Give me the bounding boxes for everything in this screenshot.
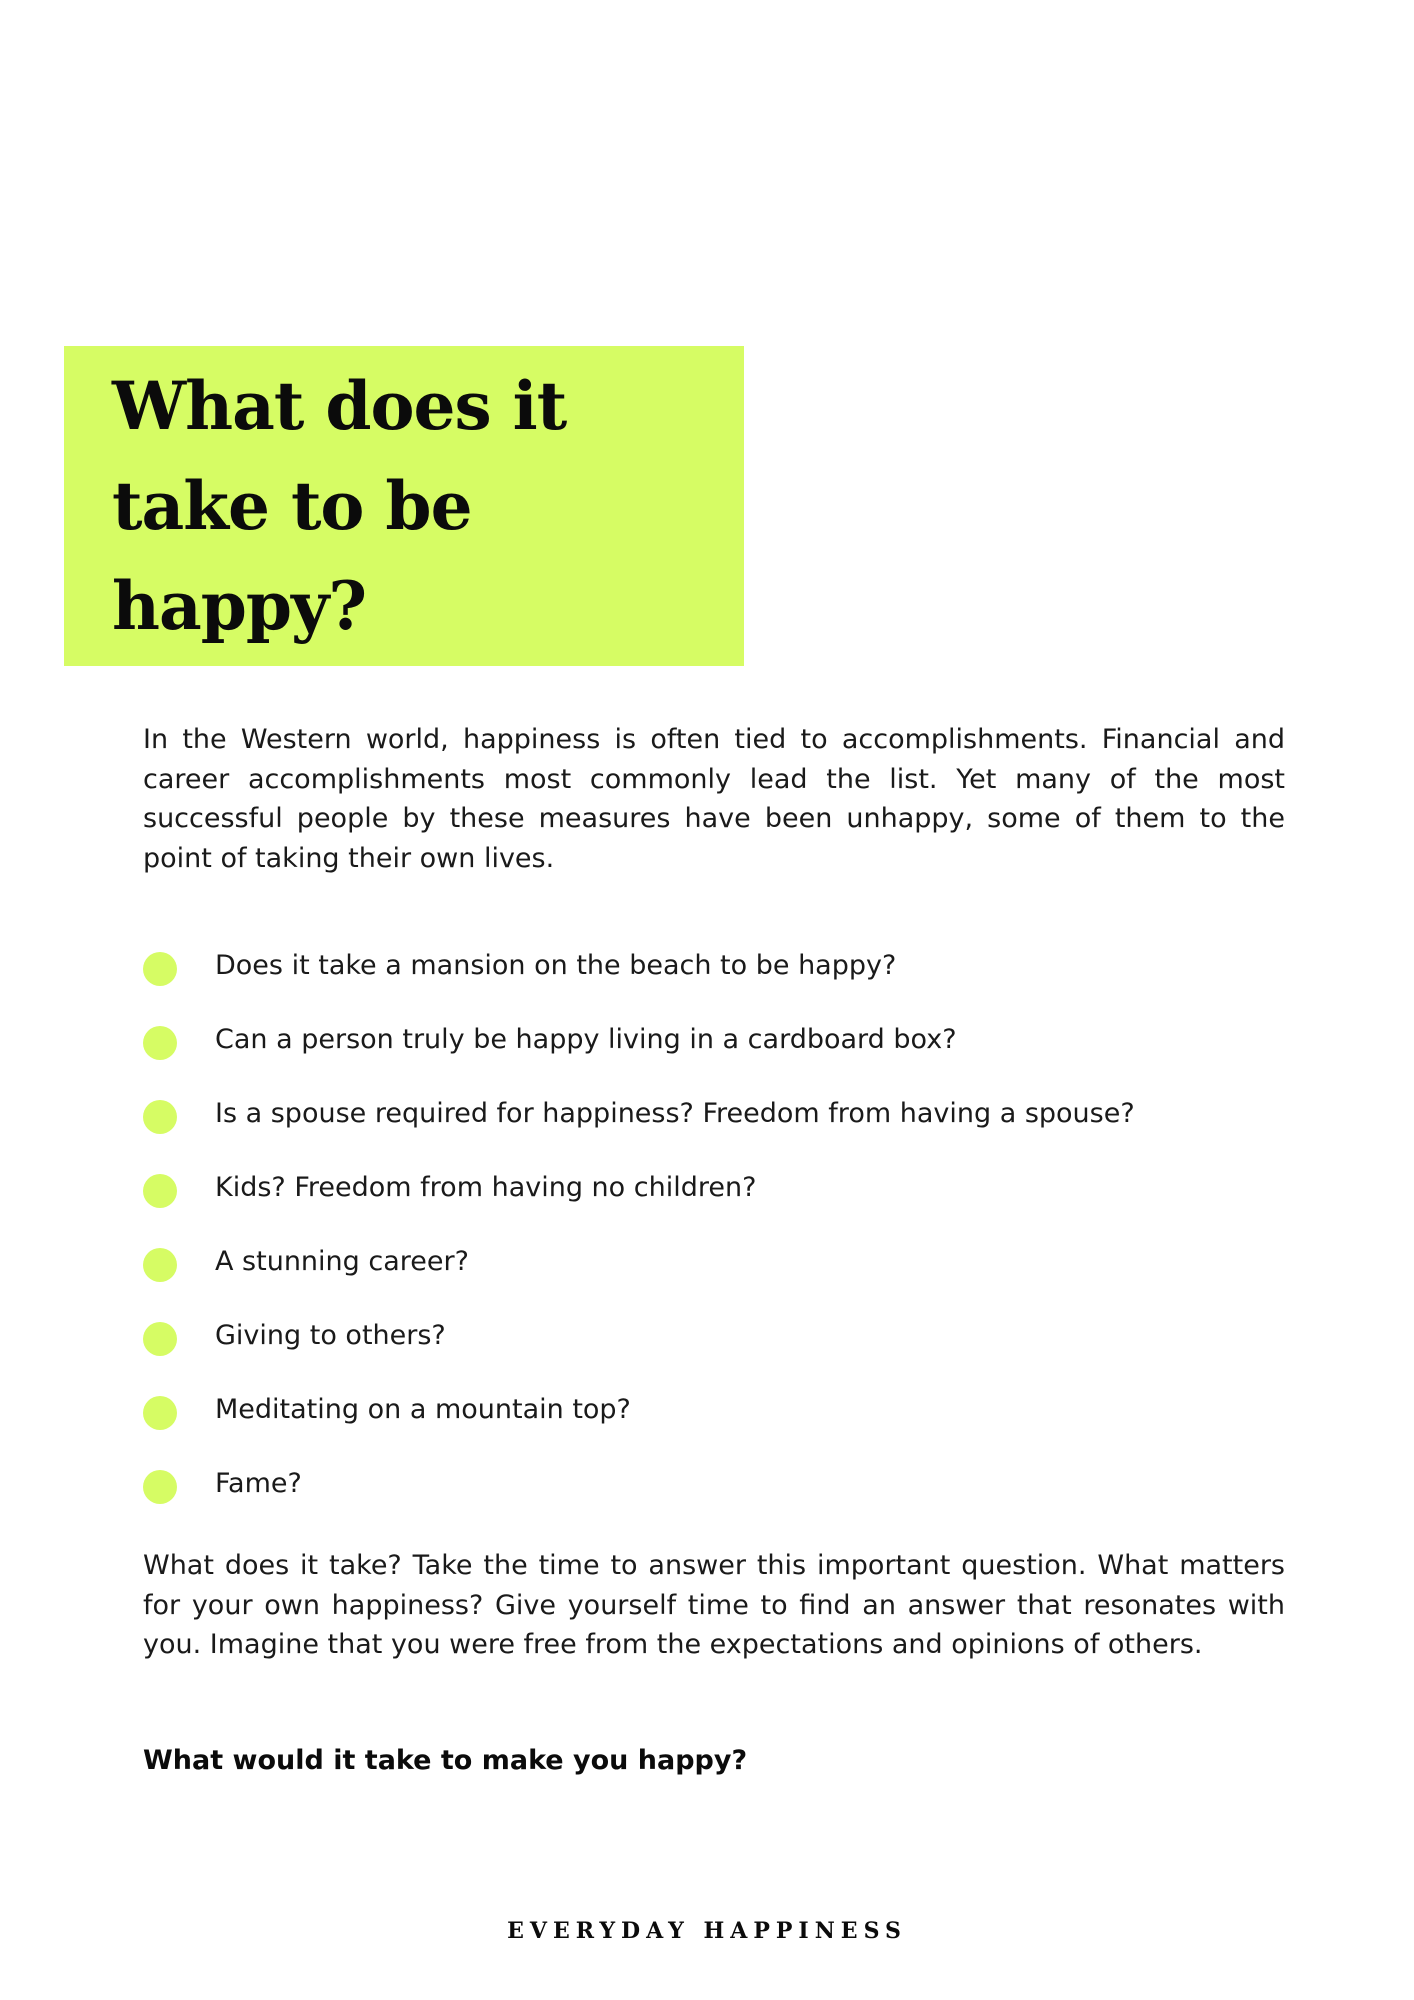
footer-brand: EVERYDAY HAPPINESS bbox=[507, 1918, 907, 1944]
page-title: What does it take to be happy? bbox=[112, 367, 567, 645]
list-item-text: Meditating on a mountain top? bbox=[215, 1394, 631, 1425]
list-item-text: Giving to others? bbox=[215, 1320, 446, 1351]
intro-section bbox=[143, 720, 1285, 878]
list-item bbox=[143, 1448, 1285, 1522]
list-item bbox=[143, 1152, 1285, 1226]
bullet-dot-icon bbox=[143, 1026, 177, 1060]
bullet-dot-icon bbox=[143, 1248, 177, 1282]
list-item bbox=[143, 1078, 1285, 1152]
bullet-dot-icon bbox=[143, 1322, 177, 1356]
closing-question: What would it take to make you happy? bbox=[143, 1745, 748, 1776]
list-item-text: Does it take a mansion on the beach to be happy? bbox=[215, 950, 897, 981]
closing-paragraph: What does it take? Take the time to answer this important question. What matters for your own happiness? Give yourself time to find an answer that resonates with you. Imagine that you were free from the expectations and opinions of others. bbox=[143, 1550, 1285, 1660]
list-item bbox=[143, 1004, 1285, 1078]
list-item bbox=[143, 1226, 1285, 1300]
list-item bbox=[143, 930, 1285, 1004]
closing-section bbox=[143, 1546, 1285, 1665]
list-item-text: A stunning career? bbox=[215, 1246, 469, 1277]
bullet-dot-icon bbox=[143, 1470, 177, 1504]
bullet-dot-icon bbox=[143, 952, 177, 986]
bullet-dot-icon bbox=[143, 1174, 177, 1208]
list-item-text: Kids? Freedom from having no children? bbox=[215, 1172, 757, 1203]
list-item-text: Is a spouse required for happiness? Freedom from having a spouse? bbox=[215, 1098, 1135, 1129]
bullet-dot-icon bbox=[143, 1396, 177, 1430]
intro-paragraph: In the Western world, happiness is often tied to accomplishments. Financial and career accomplishments most commonly lead the list. Yet many of the most successful people by these measures have been unhappy, some of them to the point of taking their own lives. bbox=[143, 724, 1285, 874]
bullet-dot-icon bbox=[143, 1100, 177, 1134]
list-item bbox=[143, 1374, 1285, 1448]
list-item-text: Can a person truly be happy living in a cardboard box? bbox=[215, 1024, 957, 1055]
list-item bbox=[143, 1300, 1285, 1374]
question-list bbox=[143, 930, 1285, 1522]
list-item-text: Fame? bbox=[215, 1468, 302, 1499]
